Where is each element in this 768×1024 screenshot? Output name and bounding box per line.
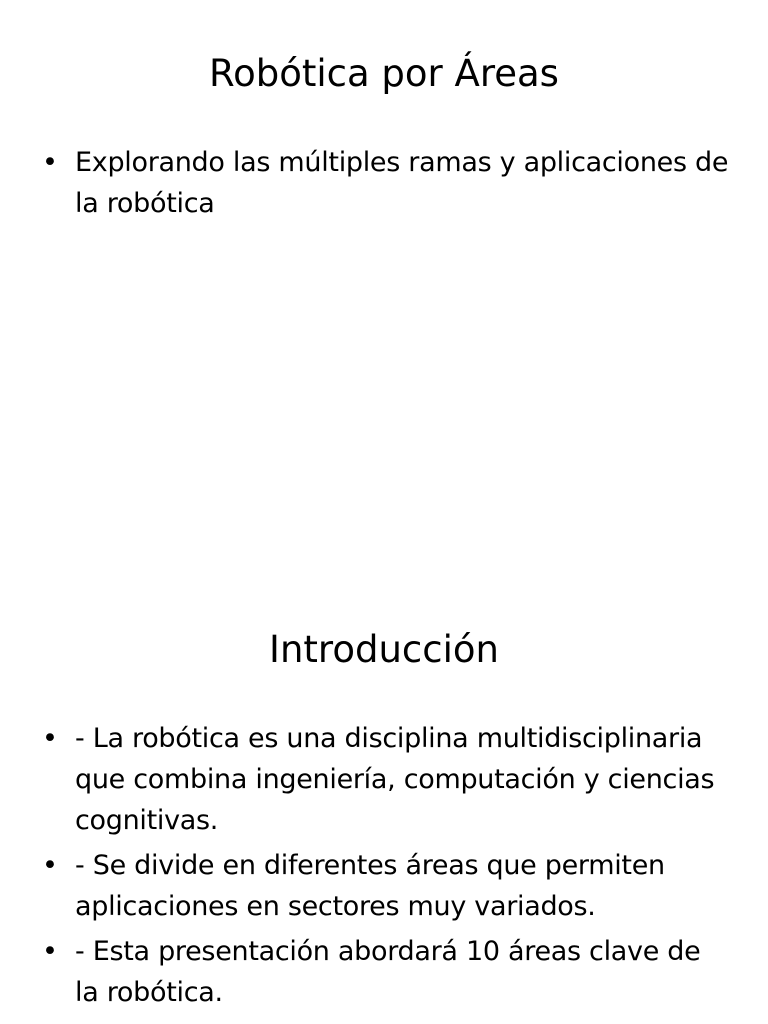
bullet-icon: • xyxy=(42,936,58,967)
list-item xyxy=(42,845,732,927)
slide-title: Robótica por Áreas xyxy=(209,52,559,95)
bullet-text: Explorando las múltiples ramas y aplicaciones de la robótica xyxy=(75,147,729,219)
list-item xyxy=(42,142,732,224)
list-item xyxy=(42,931,732,1013)
bullet-text: - Se divide en diferentes áreas que permiten aplicaciones en sectores muy variados. xyxy=(75,850,665,922)
slide-2 xyxy=(0,576,768,1024)
bullet-text: - La robótica es una disciplina multidisciplinaria que combina ingeniería, computación y ciencias cognitivas. xyxy=(75,723,715,836)
list-item xyxy=(42,718,732,841)
slide-title: Introducción xyxy=(269,628,499,671)
bullet-icon: • xyxy=(42,147,58,178)
bullet-icon: • xyxy=(42,723,58,754)
bullet-icon: • xyxy=(42,850,58,881)
bullet-list xyxy=(42,142,732,228)
bullet-list xyxy=(42,718,732,1017)
bullet-text: - Esta presentación abordará 10 áreas clave de la robótica. xyxy=(75,936,701,1008)
